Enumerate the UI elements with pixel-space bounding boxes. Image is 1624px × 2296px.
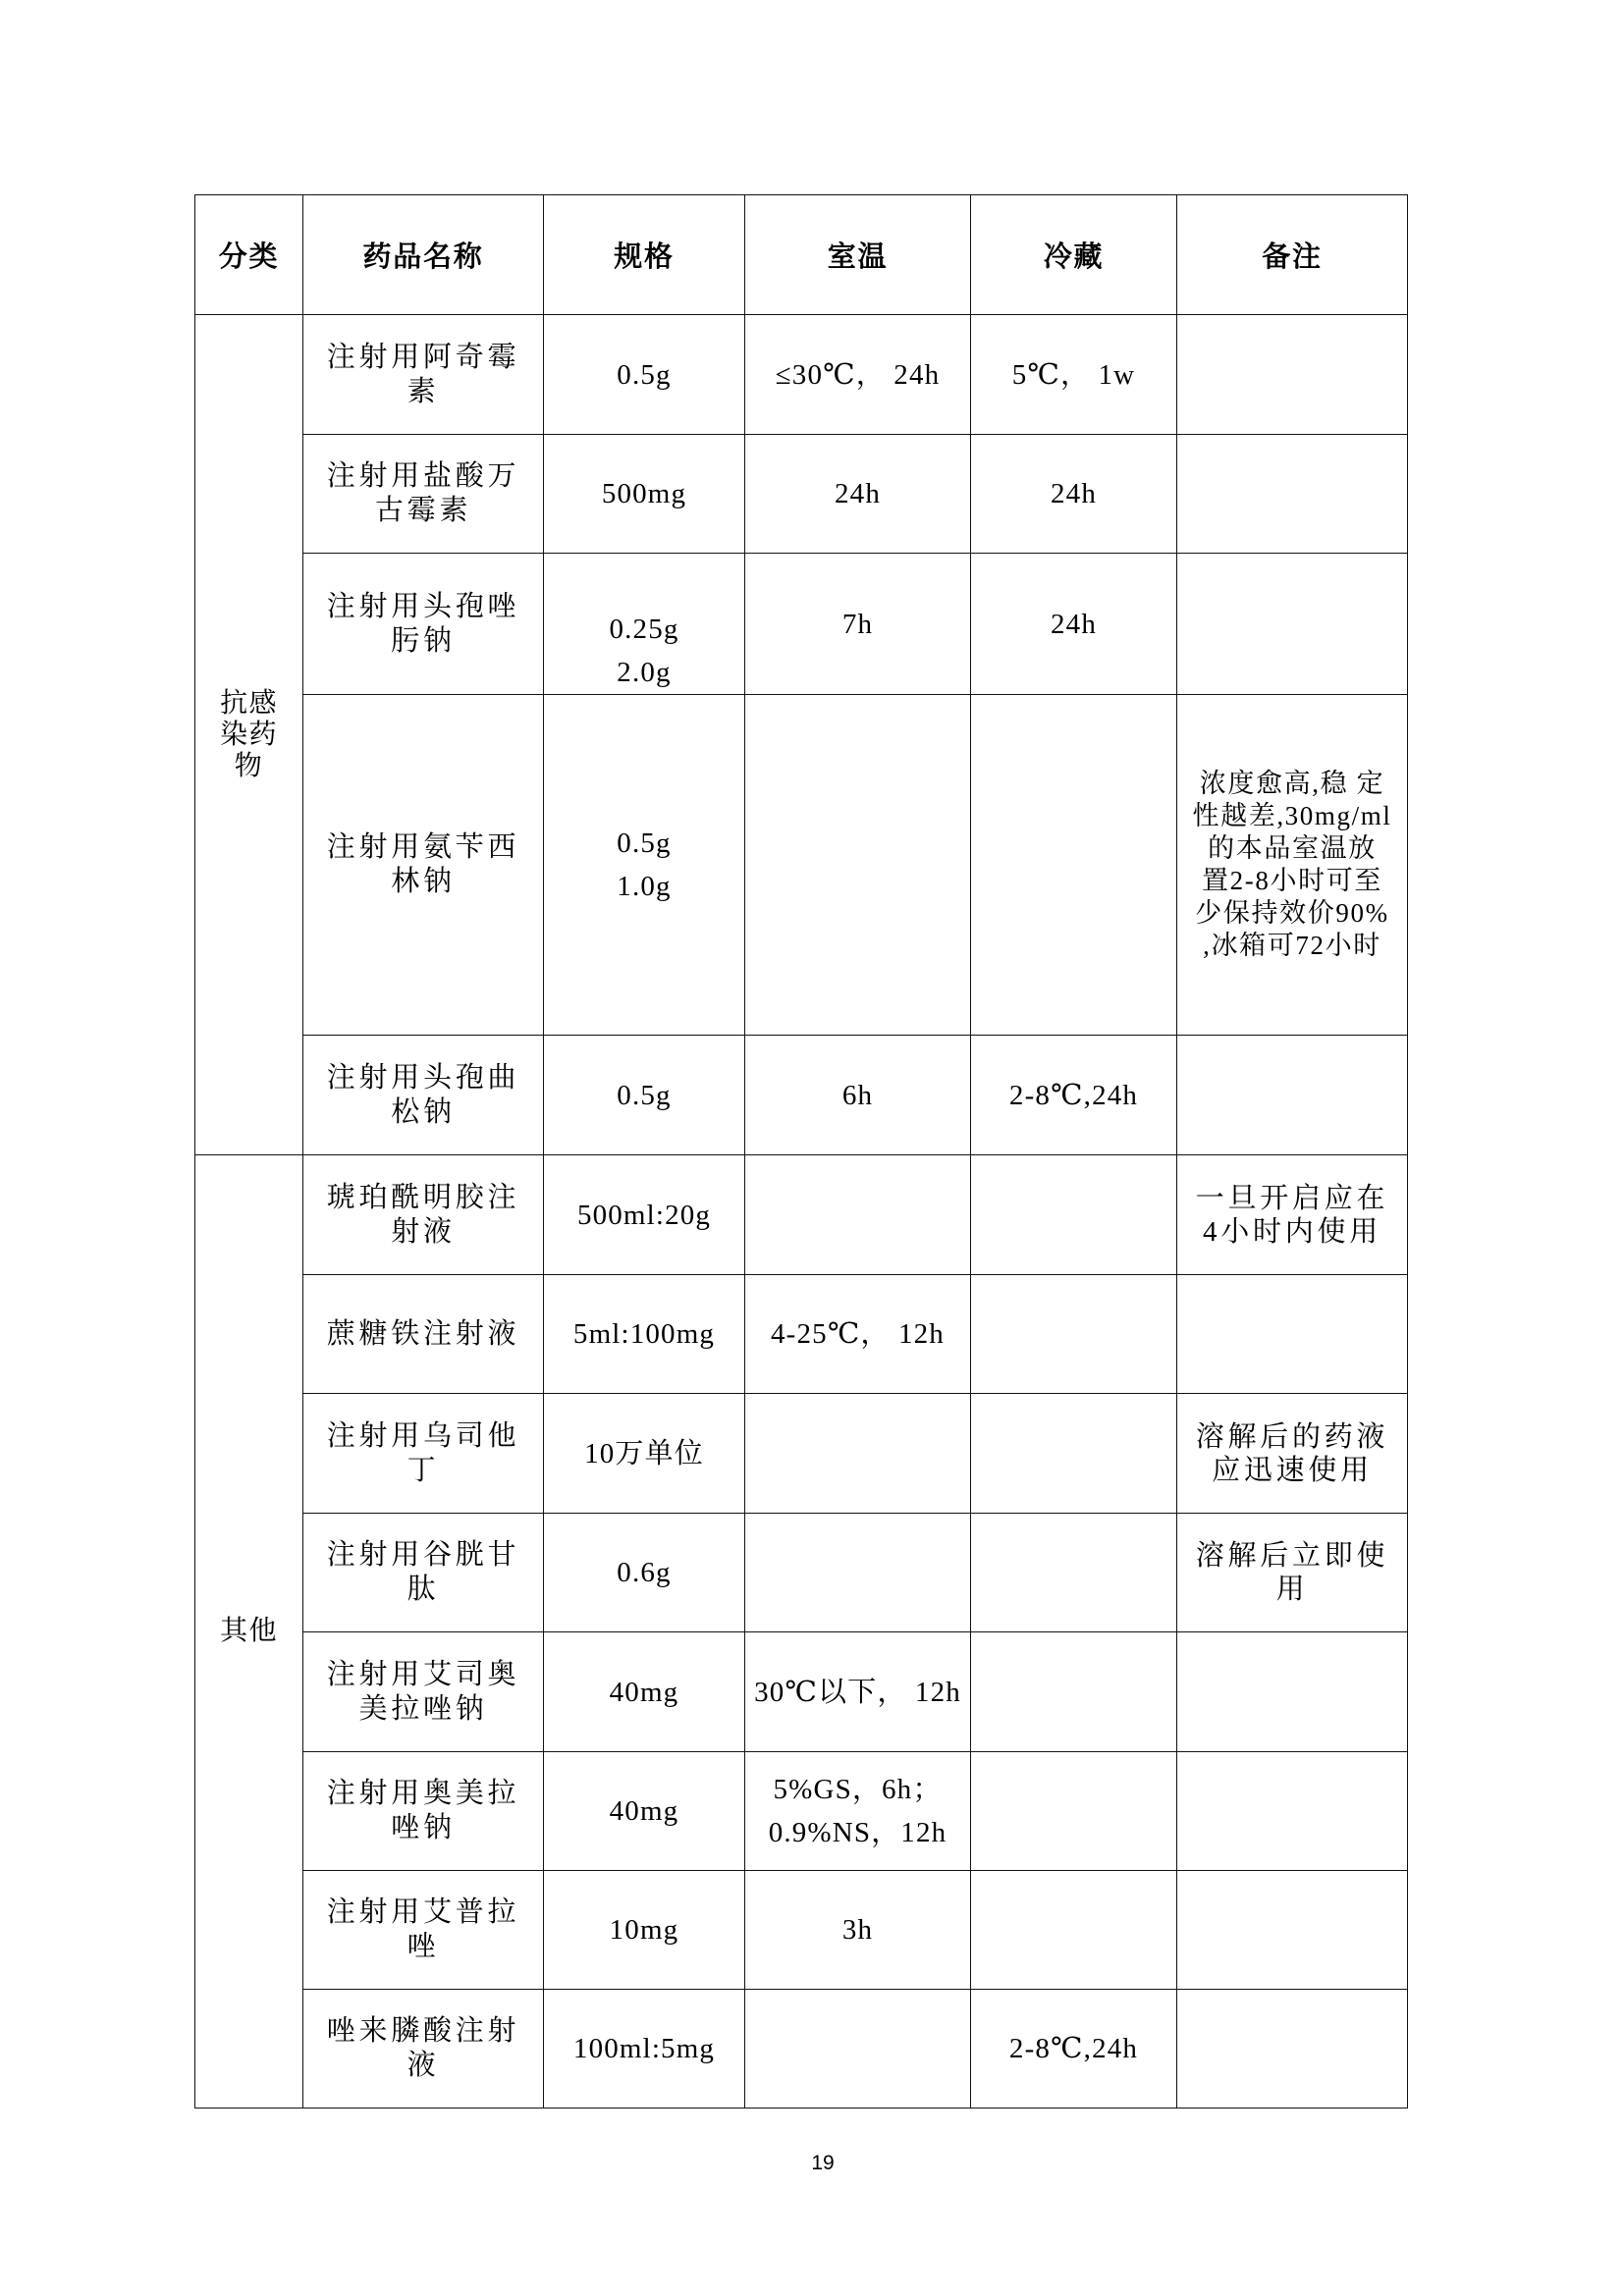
spec-cell [544,1871,745,1990]
spec-cell [544,1394,745,1514]
room-temp-cell [745,554,971,695]
room-temp-value: 7h [841,608,874,640]
drug-name: 注射用艾普拉唑 [326,1896,520,1962]
spec-cell [544,1275,745,1394]
drug-name: 蔗糖铁注射液 [326,1317,520,1350]
category-label: 其他 [220,1616,278,1646]
remark-line: 置2-8小时可至 [1202,866,1382,895]
remark-cell [1177,695,1408,1036]
spec-value: 40mg [609,1676,679,1708]
room-temp-cell [745,1752,971,1871]
room-temp-cell [745,695,971,1036]
table-row [195,1155,1408,1275]
drug-name-cell [303,1990,544,2109]
spec-value: 0.5g [617,358,672,391]
remark-cell [1177,1275,1408,1394]
header-drug-name: 药品名称 [303,195,544,315]
refrigerated-cell [971,1155,1177,1275]
drug-name: 注射用谷胱甘肽 [326,1539,520,1605]
room-temp-cell [745,1632,971,1752]
drug-name: 注射用奥美拉唑钠 [326,1778,520,1843]
remark-line: 性越差,30mg/ml [1192,801,1392,830]
drug-name-cell [303,1752,544,1871]
table-row [195,1632,1408,1752]
drug-name-cell [303,554,544,695]
category-cell [195,315,303,1155]
drug-name-cell [303,1394,544,1514]
table-row [195,1990,1408,2109]
remark-cell [1177,315,1408,435]
room-temp-cell [745,1871,971,1990]
refrigerated-value: 5℃， 1w [1011,358,1136,391]
spec-cell [544,1990,745,2109]
refrigerated-cell [971,554,1177,695]
drug-stability-table [194,194,1408,2109]
room-temp-value: ≤30℃， 24h [775,358,941,391]
refrigerated-value: 24h [1051,478,1097,509]
table-row [195,695,1408,1036]
refrigerated-cell [971,1514,1177,1632]
remark-cell [1177,1632,1408,1752]
refrigerated-cell [971,1871,1177,1990]
refrigerated-cell [971,435,1177,554]
spec-value: 0.6g [617,1557,672,1588]
spec-line: 0.25g [609,614,679,645]
room-temp-cell [745,1275,971,1394]
room-temp-cell [745,1036,971,1155]
remark-text: 溶解后的药液应迅速使用 [1195,1420,1389,1486]
table-row [195,1514,1408,1632]
drug-name-cell [303,315,544,435]
room-temp-value: 4-25℃， 12h [771,1318,945,1350]
drug-name-cell [303,695,544,1036]
spec-line: 1.0g [617,871,672,902]
table-row [195,1752,1408,1871]
header-spec: 规格 [544,195,745,315]
spec-cell [544,315,745,435]
remark-cell [1177,554,1408,695]
remark-cell [1177,1871,1408,1990]
remark-line: 的本品室温放 [1208,833,1377,863]
remark-cell [1177,1514,1408,1632]
table-row [195,554,1408,695]
drug-name-cell [303,1632,544,1752]
remark-line: 浓度愈高,稳 定 [1199,769,1385,798]
spec-value: 500ml:20g [576,1199,712,1231]
spec-value: 0.5g [617,1079,672,1111]
table-row [195,1871,1408,1990]
header-remark: 备注 [1177,195,1408,315]
table-row [195,1394,1408,1514]
table-row [195,1275,1408,1394]
spec-value: 5ml:100mg [572,1318,716,1350]
refrigerated-cell [971,1632,1177,1752]
header-room-temp: 室温 [745,195,971,315]
spec-cell [544,554,745,695]
remark-cell [1177,1394,1408,1514]
drug-name-cell [303,1871,544,1990]
room-temp-cell [745,435,971,554]
room-temp-value: 24h [835,478,881,509]
drug-name-cell [303,1275,544,1394]
drug-name: 注射用头孢唑肟钠 [326,590,520,657]
room-temp-cell [745,1394,971,1514]
drug-name: 注射用阿奇霉素 [326,341,520,407]
spec-cell [544,1155,745,1275]
room-temp-value: 6h [841,1079,874,1111]
remark-cell [1177,1155,1408,1275]
table-row [195,1036,1408,1155]
drug-name: 琥珀酰明胶注射液 [326,1181,520,1248]
category-label: 抗感染药物 [220,687,278,781]
drug-name-cell [303,1514,544,1632]
room-temp-cell [745,1514,971,1632]
room-temp-line: 0.9%NS，12h [768,1817,947,1848]
refrigerated-cell [971,1036,1177,1155]
drug-name-cell [303,1036,544,1155]
remark-line: ,冰箱可72小时 [1203,931,1381,960]
spec-cell [544,435,745,554]
drug-name: 唑来膦酸注射液 [326,2015,520,2081]
drug-name-cell [303,435,544,554]
refrigerated-cell [971,695,1177,1036]
spec-value: 100ml:5mg [572,2033,716,2064]
refrigerated-cell [971,1394,1177,1514]
remark-cell [1177,1752,1408,1871]
drug-name: 注射用氨苄西林钠 [326,831,520,897]
spec-value: 40mg [609,1795,679,1827]
spec-cell [544,1632,745,1752]
header-category: 分类 [195,195,303,315]
remark-text: 溶解后立即使用 [1195,1540,1389,1605]
table-row [195,435,1408,554]
room-temp-cell [745,1990,971,2109]
spec-cell [544,695,745,1036]
table-header-row [195,195,1408,315]
table-row [195,315,1408,435]
remark-cell [1177,435,1408,554]
header-refrigerated: 冷藏 [971,195,1177,315]
room-temp-cell [745,315,971,435]
refrigerated-value: 24h [1051,608,1097,640]
spec-value: 10mg [609,1914,679,1946]
refrigerated-value: 2-8℃,24h [1008,2033,1139,2064]
drug-name: 注射用乌司他丁 [326,1419,520,1486]
spec-cell [544,1514,745,1632]
room-temp-value: 3h [841,1914,874,1946]
drug-name-cell [303,1155,544,1275]
drug-name: 注射用盐酸万古霉素 [326,460,520,526]
room-temp-value: 30℃以下， 12h [754,1676,961,1708]
remark-text: 一旦开启应在4小时内使用 [1195,1182,1389,1248]
refrigerated-cell [971,1275,1177,1394]
spec-cell [544,1036,745,1155]
spec-value: 10万单位 [584,1437,704,1469]
drug-name: 注射用头孢曲松钠 [326,1061,520,1128]
spec-line: 2.0g [617,657,672,688]
drug-name: 注射用艾司奥美拉唑钠 [326,1658,520,1725]
remark-cell [1177,1990,1408,2109]
remark-cell [1177,1036,1408,1155]
remark-line: 少保持效价90% [1195,898,1389,928]
spec-cell [544,1752,745,1871]
room-temp-line: 5%GS，6h； [773,1774,943,1805]
refrigerated-value: 2-8℃,24h [1008,1079,1139,1111]
refrigerated-cell [971,315,1177,435]
category-cell [195,1155,303,2109]
spec-value: 500mg [601,478,687,509]
page-number: 19 [811,2152,835,2174]
refrigerated-cell [971,1752,1177,1871]
spec-line: 0.5g [617,828,672,859]
room-temp-cell [745,1155,971,1275]
refrigerated-cell [971,1990,1177,2109]
